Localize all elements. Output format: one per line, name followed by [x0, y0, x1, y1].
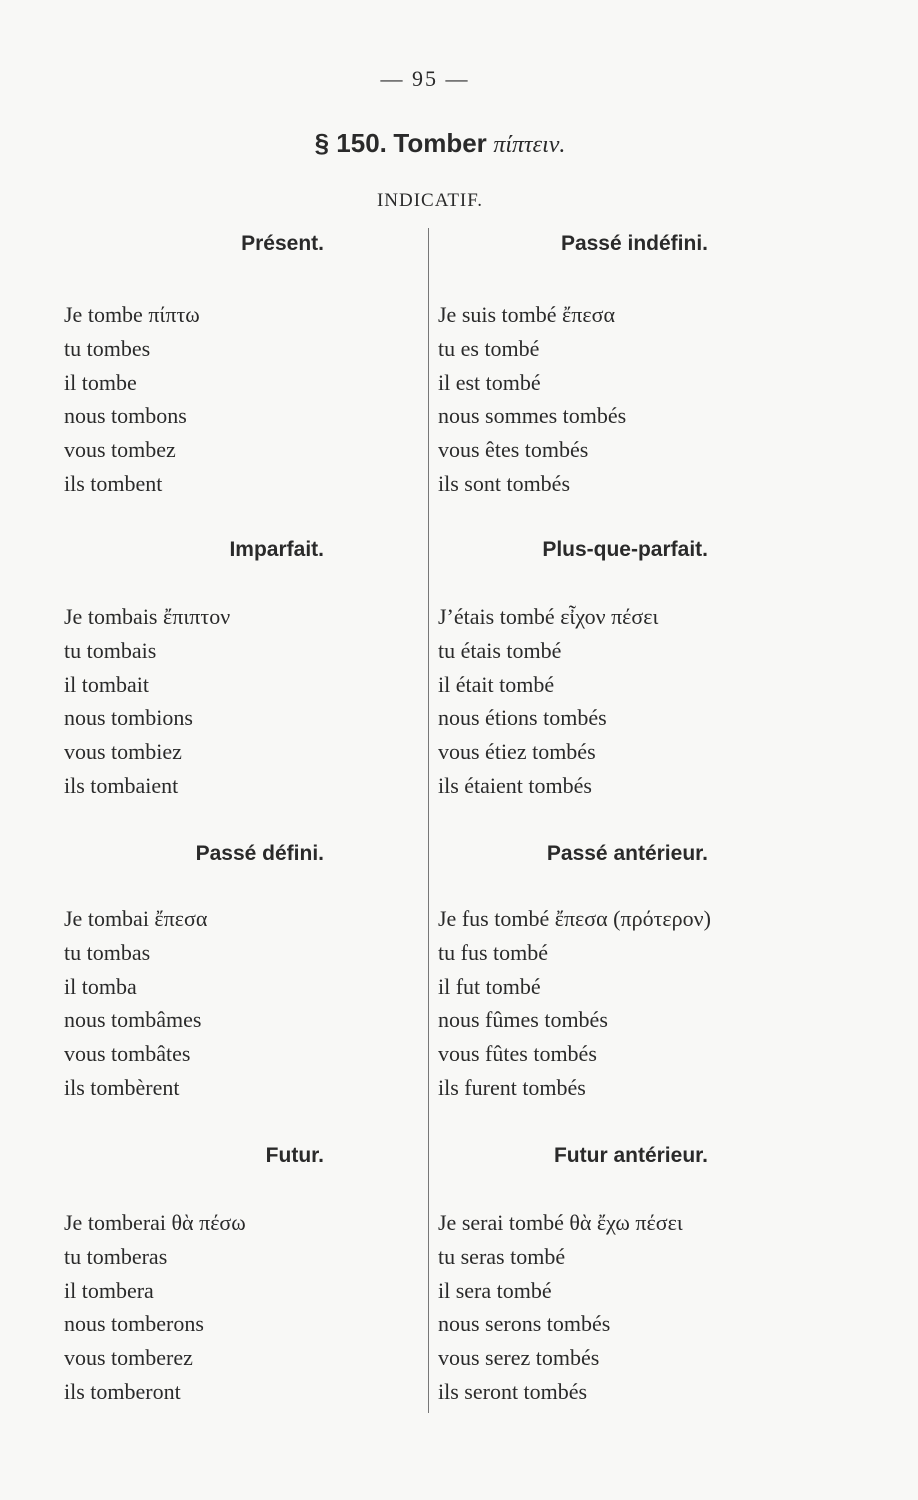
conjugation-list — [64, 1206, 246, 1409]
conjugation-line: Je tomberai θὰ πέσω — [64, 1210, 246, 1235]
page-number: — 95 — — [380, 66, 470, 91]
conjugation-line: tu tombes — [64, 335, 151, 361]
conjugation-line: nous tombons — [64, 403, 187, 429]
conjugation-line: nous tombions — [64, 705, 193, 731]
conjugation-line: ils tombent — [64, 470, 163, 496]
conjugation-line: vous tombâtes — [64, 1041, 191, 1067]
conjugation-line: il est tombé — [438, 369, 541, 395]
conjugation-line: ils tombèrent — [64, 1074, 180, 1100]
conjugation-list — [64, 902, 207, 1105]
mood-heading: INDICATIF. — [376, 190, 484, 211]
tense-title: Imparfait. — [229, 538, 324, 561]
conjugation-line: tu seras tombé — [438, 1243, 566, 1269]
conjugation-line: tu tombas — [64, 939, 151, 965]
conjugation-line: il fut tombé — [438, 973, 541, 999]
conjugation-line: il tombera — [64, 1277, 154, 1303]
conjugation-line: J’étais tombé εἶχον πέσει — [438, 604, 659, 629]
conjugation-line: tu es tombé — [438, 335, 540, 361]
conjugation-line: Je suis tombé ἔπεσα — [438, 302, 616, 327]
conjugation-line: ils furent tombés — [438, 1074, 586, 1100]
conjugation-line: Je tombe πίπτω — [64, 302, 200, 327]
conjugation-line: nous étions tombés — [438, 705, 607, 731]
conjugation-line: vous tombez — [64, 437, 176, 463]
conjugation-list — [438, 298, 626, 501]
conjugation-list — [64, 600, 230, 803]
conjugation-line: Je tombai ἔπεσα — [64, 906, 208, 931]
conjugation-line: il sera tombé — [438, 1277, 552, 1303]
conjugation-line: nous fûmes tombés — [438, 1007, 608, 1033]
conjugation-line: ils tomberont — [64, 1378, 181, 1404]
conjugation-line: Je tombais ἔπιπτον — [64, 604, 231, 629]
conjugation-list — [438, 902, 711, 1105]
conjugation-line: tu étais tombé — [438, 637, 562, 663]
conjugation-line: il tomba — [64, 973, 137, 999]
conjugation-line: ils tombaient — [64, 772, 179, 798]
tense-title: Plus-que-parfait. — [542, 538, 708, 561]
conjugation-line: nous tomberons — [64, 1311, 204, 1337]
conjugation-line: il était tombé — [438, 671, 555, 697]
section-verb: Tomber — [393, 128, 487, 158]
conjugation-line: tu fus tombé — [438, 939, 548, 965]
conjugation-line: vous serez tombés — [438, 1345, 600, 1371]
conjugation-line: vous fûtes tombés — [438, 1041, 597, 1067]
conjugation-line: il tombe — [64, 369, 137, 395]
conjugation-line: nous tombâmes — [64, 1007, 202, 1033]
conjugation-line: vous étiez tombés — [438, 739, 596, 765]
conjugation-line: vous êtes tombés — [438, 437, 589, 463]
conjugation-line: tu tombais — [64, 637, 157, 663]
conjugation-line: nous serons tombés — [438, 1311, 611, 1337]
conjugation-line: ils étaient tombés — [438, 772, 592, 798]
conjugation-line: ils sont tombés — [438, 470, 571, 496]
conjugation-line: nous sommes tombés — [438, 403, 627, 429]
section-greek: πίπτειν. — [493, 132, 566, 158]
tense-title: Présent. — [241, 232, 324, 255]
section-title — [0, 128, 880, 159]
tense-title: Futur. — [265, 1144, 324, 1167]
tense-title: Futur antérieur. — [553, 1144, 708, 1167]
conjugation-line: Je serai tombé θὰ ἔχω πέσει — [438, 1210, 683, 1235]
conjugation-line: Je fus tombé ἔπεσα (πρότερον) — [438, 906, 711, 931]
conjugation-list — [438, 600, 658, 803]
conjugation-line: ils seront tombés — [438, 1378, 588, 1404]
section-number: § 150. — [314, 128, 387, 158]
conjugation-list — [438, 1206, 683, 1409]
tense-title: Passé indéfini. — [560, 232, 708, 255]
conjugation-line: tu tomberas — [64, 1243, 168, 1269]
tense-title: Passé antérieur. — [546, 842, 708, 865]
conjugation-line: vous tombiez — [64, 739, 182, 765]
conjugation-line: il tombait — [64, 671, 149, 697]
conjugation-line: vous tomberez — [64, 1345, 193, 1371]
tense-title: Passé défini. — [195, 842, 324, 865]
conjugation-list — [64, 298, 200, 501]
column-divider — [428, 228, 429, 1413]
